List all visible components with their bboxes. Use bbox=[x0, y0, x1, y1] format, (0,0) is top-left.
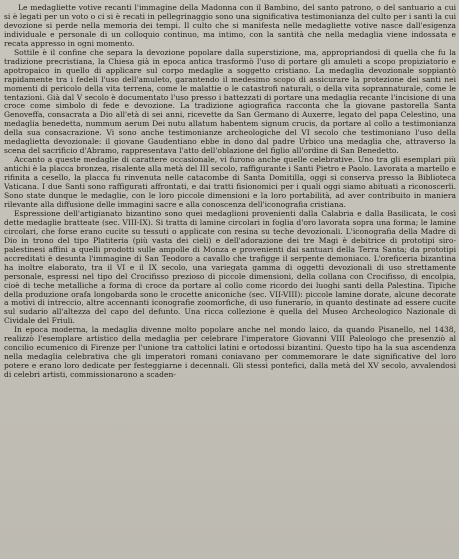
paragraph-5: In epoca moderna, la medaglia divenne molto popolare anche nel mondo laico, da quando Pisanello, nel 1438, realizzò l'esemplare artistico della medaglia per celebrare l'imperatore Giovanni VIII Paleologo che presenziò al concilio ecumenico di Firenze per l'unione tra cattolici latini e ortodossi bizantini. Questo tipo ha la sua ascendenza nella medaglia celebrativa che gli imperatori romani coniavano per commemorare le date significative del loro potere e erano loro dedicate per festeggiarne i decennali. Gli stessi pontefici, dalla metà del XV secolo, avvalendosi di celebri artisti, commissionarono a scaden- bbox=[4, 325, 456, 380]
paragraph-4: Espressione dell'artigianato bizantino sono quei medaglioni provenienti dalla Calabria e dalla Basilicata, le così dette medaglie bratteate (sec. VIII-IX). Si tratta di lamine circolari in foglia d'oro lavorata sopra una forma; le lamine circolari, che forse erano cucite su tessuti o applicate con resina su teche devozionali. L'iconografia della Madre di Dio in trono del tipo Platiteria (più vasta dei cieli) e dell'adorazione dei tre Magi è debitrice di prototipi siro-palestinesi affini a quelli prodotti sulle ampolle di Monza e provenienti dai santuari della Terra Santa; da prototipi accreditati è desunta l'immagine di San Teodoro a cavallo che trafigge il serpente demoniaco. L'oreficeria bizantina ha inoltre elaborato, tra il VI e il IX secolo, una variegata gamma di oggetti devozionali di uso strettamente personale, espressi nel tipo del Crocifisso prezioso di piccole dimensioni, della collana con Crocifisso, di encolpia, cioè di teche metalliche a forma di croce da portare al collo come ricordo dei luoghi santi della Palestina. Tipiche della produzione orafa longobarda sono le crocette aniconiche (sec. VII-VIII): piccole lamine dorate, alcune decorate a motivi di intreccio, altre accennanti iconografie zoomorfiche, di uso funerario, in quanto destinate ad essere cucite sul sudario all'altezza del capo del defunto. Una ricca collezione è quella del Museo Archeologico Nazionale di Cividale del Friuli. bbox=[4, 208, 456, 326]
body-text bbox=[4, 4, 456, 380]
paragraph-3: Accanto a queste medaglie di carattere occasionale, vi furono anche quelle celebrative. Uno tra gli esemplari più antichi è la placca bronzea, risalente alla metà del III secolo, raffigurante i Santi Pietro e Paolo. Lavorata a martello e rifinita a cesello, la placca fu rinvenuta nelle catacombe di Santa Domitilla, oggi si conserva presso la Biblioteca Vaticana. I due Santi sono raffigurati affrontati, e dai tratti fisionomici per i quali oggi siamo abituati a riconoscerli. Sono state dunque le medaglie, con le loro piccole dimensioni e la loro portabilità, ad aver contribuito in maniera rilevante alla diffusione delle immagini sacre e alla conoscenza dell'iconografia cristiana. bbox=[4, 155, 456, 209]
paragraph-1: Le medagliette votive recanti l'immagine della Madonna con il Bambino, del santo patrono, o del santuario a cui si è legati per un voto o ci si è recati in pellegrinaggio sono una significativa testimonianza del culto per i santi la cui devozione si perde nella memoria dei tempi. Il culto che si manifesta nelle medagliette votive nasce dall'esigenza individuale e personale di un colloquio continuo, ma intimo, con la santità che nella medaglia viene indossata e recata appresso in ogni momento. bbox=[4, 3, 456, 48]
paragraph-2: Sottile è il confine che separa la devozione popolare dalla superstizione, ma, appropriandosi di quella che fu la tradizione precristiana, la Chiesa già in epoca antica trasformò l'uso di portare gli amuleti a scopo propiziatorio e apotropaico in quello di applicare sul corpo medaglie a soggetto cristiano. La medaglia devozionale soppiantò rapidamente tra i fedeli l'uso dell'amuleto, garantendo il medesimo scopo di assicurare la protezione dei santi nei momenti di pericolo della vita terrena, come le malattie o le catastrofi naturali, o della vita soprannaturale, come le tentazioni. Già dal V secolo è documentato l'uso presso i battezzati di portare una medaglia recante l'incisione di una croce come simbolo di fede e devozione. La tradizione agiografica racconta che la giovane pastorella Santa Genoveffa, consacrata a Dio all'età di sei anni, ricevette da San Germano di Auxerre, legato del papa Celestino, una medaglia benedetta, nummum aerum Dei nutu allatum habentem signum crucis, da portare al collo a testimonianza della sua consacrazione. Vi sono anche testimonianze archeologiche del VI secolo che testimoniano l'uso della medaglietta devozionale: il giovane Gaudentiano ebbe in dono dal padre Urbico una medaglia che, attraverso la scena del sacrificio d'Abramo, rappresentava l'atto dell'oblazione del figlio all'ordine di San Benedetto. bbox=[4, 47, 456, 156]
